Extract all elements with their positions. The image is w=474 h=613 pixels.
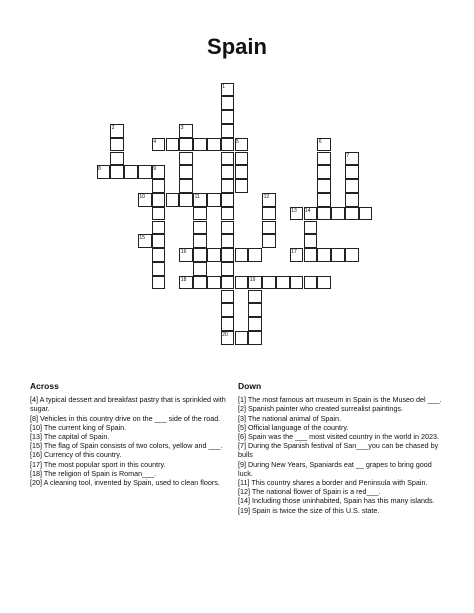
crossword-cell[interactable] [345, 248, 359, 262]
down-heading: Down [238, 381, 262, 391]
down-clue: [11] This country shares a border and Peninsula with Spain. [238, 478, 428, 488]
crossword-cell[interactable] [207, 276, 221, 290]
crossword-cell[interactable] [221, 317, 235, 331]
crossword-cell[interactable] [179, 179, 193, 193]
crossword-cell[interactable] [152, 221, 166, 235]
crossword-cell[interactable] [317, 193, 331, 207]
crossword-cell[interactable] [304, 221, 318, 235]
crossword-cell[interactable] [179, 165, 193, 179]
crossword-cell[interactable] [221, 207, 235, 221]
crossword-cell[interactable] [221, 124, 235, 138]
crossword-cell[interactable] [276, 276, 290, 290]
crossword-cell[interactable] [221, 276, 235, 290]
crossword-cell[interactable] [248, 331, 262, 345]
crossword-cell[interactable] [331, 207, 345, 221]
clue-number: 13 [291, 207, 297, 214]
crossword-cell[interactable] [166, 193, 180, 207]
crossword-cell[interactable] [193, 138, 207, 152]
crossword-cell[interactable] [317, 165, 331, 179]
clue-number: 5 [236, 138, 239, 145]
clue-number: 7 [346, 152, 350, 159]
crossword-cell[interactable] [110, 165, 124, 179]
crossword-cell[interactable] [235, 331, 249, 345]
down-clue: [19] Spain is twice the size of this U.S. state. [238, 505, 380, 515]
down-clue: [7] During the Spanish festival of San___you can be chased by bulls [238, 441, 439, 460]
crossword-cell[interactable] [262, 221, 276, 235]
clue-number: 10 [139, 193, 145, 200]
crossword-cell[interactable] [193, 221, 207, 235]
crossword-cell[interactable] [235, 179, 249, 193]
across-clues [30, 382, 230, 487]
crossword-cell[interactable] [207, 193, 221, 207]
across-clue: [17] The most popular sport in this country. [30, 459, 166, 469]
across-clue: [13] The capital of Spain. [30, 432, 110, 442]
down-clues [238, 382, 448, 515]
clue-number: 1 [222, 83, 225, 90]
crossword-cell[interactable] [152, 193, 166, 207]
crossword-cell[interactable] [304, 276, 318, 290]
crossword-cell[interactable] [235, 248, 249, 262]
crossword-cell[interactable] [221, 96, 235, 110]
down-clue: [12] The national flower of Spain is a red___. [238, 487, 381, 497]
crossword-cell[interactable] [152, 276, 166, 290]
clue-number: 14 [305, 207, 311, 214]
crossword-cell[interactable] [152, 248, 166, 262]
crossword-cell[interactable] [221, 179, 235, 193]
crossword-cell[interactable] [152, 207, 166, 221]
crossword-cell[interactable] [304, 234, 318, 248]
clue-number: 8 [98, 166, 101, 173]
crossword-cell[interactable] [179, 152, 193, 166]
down-clue: [14] Including those uninhabited, Spain has this many islands. [238, 496, 435, 506]
crossword-cell[interactable] [235, 152, 249, 166]
across-clue: [15] The flag of Spain consists of two colors, yellow and ___. [30, 441, 223, 451]
crossword-cell[interactable] [221, 110, 235, 124]
crossword-cell[interactable] [193, 234, 207, 248]
clue-number: 19 [249, 276, 256, 283]
crossword-cell[interactable] [304, 248, 318, 262]
crossword-cell[interactable] [152, 234, 166, 248]
clue-number: 17 [291, 249, 297, 256]
crossword-cell[interactable] [317, 179, 331, 193]
crossword-cell[interactable] [193, 248, 207, 262]
crossword-cell[interactable] [221, 248, 235, 262]
clue-number: 18 [180, 276, 187, 283]
crossword-cell[interactable] [152, 262, 166, 276]
clue-number: 11 [194, 193, 200, 200]
crossword-cell[interactable] [138, 165, 152, 179]
crossword-cell[interactable] [221, 165, 235, 179]
down-clue: [3] The national animal of Spain. [238, 413, 341, 423]
crossword-cell[interactable] [179, 138, 193, 152]
crossword-cell[interactable] [248, 248, 262, 262]
crossword-cell[interactable] [235, 165, 249, 179]
clue-number: 2 [111, 124, 115, 131]
crossword-cell[interactable] [110, 138, 124, 152]
across-clue: [10] The current king of Spain. [30, 422, 127, 432]
clue-number: 4 [153, 138, 156, 145]
across-clue: [20] A cleaning tool, invented by Spain, used to clean floors. [30, 478, 220, 488]
crossword-cell[interactable] [110, 152, 124, 166]
crossword-cell[interactable] [124, 165, 138, 179]
crossword-cell[interactable] [248, 303, 262, 317]
crossword-cell[interactable] [193, 207, 207, 221]
across-clue: [4] A typical dessert and breakfast pastry that is sprinkled with sugar. [30, 395, 226, 414]
clue-number: 3 [180, 124, 184, 131]
crossword-cell[interactable] [221, 303, 235, 317]
page-title: Spain [207, 34, 267, 59]
crossword-cell[interactable] [152, 179, 166, 193]
crossword-cell[interactable] [235, 276, 249, 290]
crossword-cell[interactable] [221, 193, 235, 207]
crossword-cell[interactable] [262, 234, 276, 248]
crossword-cell[interactable] [331, 248, 345, 262]
down-clue: [2] Spanish painter who created surrealist paintings. [238, 404, 404, 414]
crossword-cell[interactable] [221, 262, 235, 276]
crossword-cell[interactable] [345, 207, 359, 221]
crossword-cell[interactable] [290, 276, 304, 290]
crossword-cell[interactable] [166, 138, 180, 152]
crossword-cell[interactable] [262, 207, 276, 221]
crossword-cell[interactable] [221, 290, 235, 304]
clue-number: 16 [180, 249, 187, 256]
crossword-cell[interactable] [221, 152, 235, 166]
crossword-cell[interactable] [317, 248, 331, 262]
down-clue: [9] During New Years, Spaniards eat __ grapes to bring good luck. [238, 459, 432, 478]
crossword-cell[interactable] [193, 262, 207, 276]
crossword-cell[interactable] [345, 165, 359, 179]
crossword-cell[interactable] [317, 152, 331, 166]
down-clue: [5] Official language of the country. [238, 422, 349, 432]
crossword-cell[interactable] [317, 276, 331, 290]
crossword-cell[interactable] [359, 207, 373, 221]
crossword-cell[interactable] [207, 138, 221, 152]
clue-number: 6 [318, 138, 322, 145]
clue-number: 9 [153, 166, 156, 173]
crossword-cell[interactable] [207, 248, 221, 262]
crossword-cell[interactable] [221, 138, 235, 152]
down-clue: [1] The most famous art museum in Spain is the Museo del ___. [238, 395, 442, 405]
crossword-cell[interactable] [262, 276, 276, 290]
across-clue: [16] Currency of this country. [30, 450, 122, 460]
crossword-cell[interactable] [345, 193, 359, 207]
crossword-cell[interactable] [221, 221, 235, 235]
crossword-cell[interactable] [193, 276, 207, 290]
crossword-cell[interactable] [345, 179, 359, 193]
crossword-cell[interactable] [248, 317, 262, 331]
across-clue: [8] Vehicles in this country drive on the ___ side of the road. [30, 413, 221, 423]
across-clue: [18] The religion of Spain is Roman___. [30, 468, 157, 478]
clue-number: 20 [222, 331, 228, 338]
across-heading: Across [30, 381, 59, 391]
crossword-cell[interactable] [179, 193, 193, 207]
crossword-cell[interactable] [248, 290, 262, 304]
down-clue: [6] Spain was the ___ most visited country in the world in 2023. [238, 432, 439, 442]
crossword-cell[interactable] [317, 207, 331, 221]
clue-number: 15 [139, 235, 145, 242]
crossword-cell[interactable] [221, 234, 235, 248]
clue-number: 12 [263, 193, 270, 200]
